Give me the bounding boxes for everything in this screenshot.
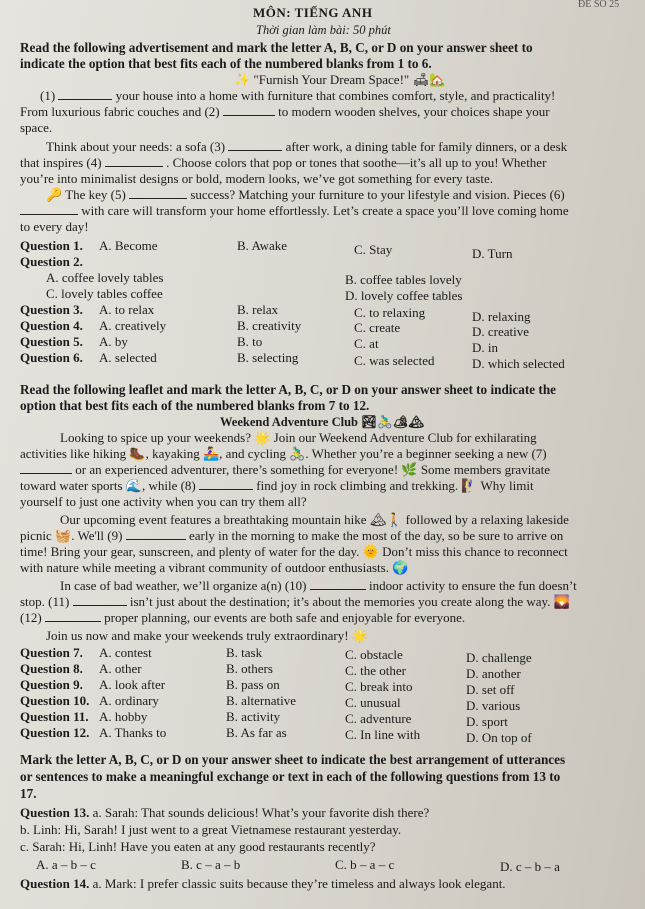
ad-line-6: you’re into minimalist designs or bold, modern looks, we’ve got something for every taste. <box>20 171 493 186</box>
blank-5 <box>129 187 187 199</box>
q8-option-b[interactable]: B. others <box>226 661 273 676</box>
q7-option-c[interactable]: C. obstacle <box>345 647 403 662</box>
ad-line-5 <box>20 155 546 171</box>
q13-line-c: c. Sarah: Hi, Linh! Have you eaten at any good restaurants recently? <box>20 839 376 854</box>
ad-text: From luxurious fabric couches and (2) <box>20 104 220 119</box>
q6-option-c[interactable]: C. was selected <box>354 353 435 368</box>
q5-option-d[interactable]: D. in <box>472 340 498 355</box>
q5-label: Question 5. <box>20 334 83 349</box>
leaflet-line-1: Looking to spice up your weekends? 🌟 Join our Weekend Adventure Club for exhilarating <box>60 430 537 445</box>
leaflet-line-2: activities like hiking 🥾, kayaking 🚣‍♀️, and cycling 🚴‍♂️. Whether you’re a beginner seeking a new (7) <box>20 446 547 461</box>
q4-option-d[interactable]: D. creative <box>472 324 530 339</box>
q12-option-a[interactable]: A. Thanks to <box>99 725 167 740</box>
blank-number: (1) <box>40 88 56 103</box>
q13-line-a <box>20 805 429 821</box>
q12-option-d[interactable]: D. On top of <box>466 730 532 745</box>
q9-option-c[interactable]: C. break into <box>345 679 413 694</box>
blank-9 <box>126 528 186 540</box>
q4-label: Question 4. <box>20 318 83 333</box>
ad-line-3: space. <box>20 120 53 135</box>
q14-label: Question 14. <box>20 876 90 891</box>
leaflet-line-4 <box>20 478 534 494</box>
blank-6 <box>20 203 78 215</box>
time-limit: Thời gian làm bài: 50 phút <box>256 23 391 37</box>
ad-text: that inspires (4) <box>20 155 102 170</box>
q2-label: Question 2. <box>20 254 83 269</box>
q5-option-b[interactable]: B. to <box>237 334 263 349</box>
ad-line-4 <box>46 139 567 155</box>
leaflet-text: early in the morning to make the most of the day, so be sure to arrive on <box>188 528 564 543</box>
leaflet-text: isn’t just about the destination; it’s about the memories you create along the way. 🌄 <box>129 594 570 609</box>
blank-10 <box>310 578 366 590</box>
leaflet-line-8: time! Bring your gear, sunscreen, and plenty of water for the day. 🌞 Don’t miss this chance to reconnect <box>20 544 568 559</box>
q11-option-c[interactable]: C. adventure <box>345 711 412 726</box>
leaflet-text: In case of bad weather, we’ll organize a(n) (10) <box>60 578 307 593</box>
q2-option-b[interactable]: B. coffee tables lovely <box>345 272 462 287</box>
utterance-a: a. Sarah: That sounds delicious! What’s your favorite dish there? <box>92 805 430 820</box>
blank-3 <box>228 139 282 151</box>
q12-option-c[interactable]: C. In line with <box>345 727 421 742</box>
leaflet-text: or an experienced adventurer, there’s something for everyone! 🌿 Some members gravitate <box>75 462 551 477</box>
q8-option-a[interactable]: A. other <box>99 661 142 676</box>
q11-option-b[interactable]: B. activity <box>226 709 281 724</box>
blank-1 <box>58 88 112 100</box>
leaflet-line-11 <box>20 594 570 610</box>
ad-text: . Choose colors that pop or tones that soothe—it’s all up to you! Whether <box>166 155 547 170</box>
q1-option-d[interactable]: D. Turn <box>472 246 513 261</box>
blank-12 <box>45 610 101 622</box>
leaflet-text: proper planning, our events are both safe and enjoyable for everyone. <box>104 610 466 625</box>
q5-option-a[interactable]: A. by <box>99 334 128 349</box>
q11-option-a[interactable]: A. hobby <box>99 709 148 724</box>
ad-line-1 <box>40 88 555 104</box>
leaflet-line-13: Join us now and make your weekends truly extraordinary! 🌟 <box>46 628 368 643</box>
q10-option-b[interactable]: B. alternative <box>226 693 297 708</box>
q10-label: Question 10. <box>20 693 90 708</box>
blank-number: (12) <box>20 610 42 625</box>
q10-option-a[interactable]: A. ordinary <box>99 693 159 708</box>
q9-label: Question 9. <box>20 677 83 692</box>
q4-option-b[interactable]: B. creativity <box>237 318 302 333</box>
q8-option-d[interactable]: D. another <box>466 666 521 681</box>
leaflet-title: Weekend Adventure Club 🏞🚴‍♂️🏕🏔 <box>220 415 425 429</box>
q7-option-a[interactable]: A. contest <box>99 645 152 660</box>
q9-option-d[interactable]: D. set off <box>466 682 515 697</box>
ad-text: with care will transform your home effortlessly. Let’s create a space you’ll love coming home <box>81 203 569 218</box>
leaflet-text: picnic 🧺. We'll (9) <box>20 528 123 543</box>
q13-line-b: b. Linh: Hi, Sarah! I just went to a great Vietnamese restaurant yesterday. <box>20 822 402 837</box>
q13-option-d[interactable]: D. c – b – a <box>500 859 560 874</box>
q1-label: Question 1. <box>20 238 83 253</box>
ad-line-7 <box>46 187 565 203</box>
q5-option-c[interactable]: C. at <box>354 336 379 351</box>
q3-option-d[interactable]: D. relaxing <box>472 309 531 324</box>
q3-option-c[interactable]: C. to relaxing <box>354 305 426 320</box>
subject-title: MÔN: TIẾNG ANH <box>253 5 373 20</box>
ad-title: ✨ "Furnish Your Dream Space!" 🛋🏡 <box>234 72 446 87</box>
blank-8 <box>199 478 253 490</box>
q10-option-c[interactable]: C. unusual <box>345 695 401 710</box>
q11-label: Question 11. <box>20 709 89 724</box>
blank-2 <box>223 104 275 116</box>
q2-option-d[interactable]: D. lovely coffee tables <box>345 288 463 303</box>
q13-option-c[interactable]: C. b – a – c <box>335 857 395 872</box>
leaflet-text: find joy in rock climbing and trekking. 🧗‍♀️ Why limit <box>256 478 534 493</box>
leaflet-text: toward water sports 🌊, while (8) <box>20 478 196 493</box>
leaflet-line-12 <box>20 610 465 626</box>
q2-option-a[interactable]: A. coffee lovely tables <box>46 270 164 285</box>
leaflet-line-7 <box>20 528 563 544</box>
leaflet-line-9: with nature while meeting a vibrant community of outdoor enthusiasts. 🌍 <box>20 560 409 575</box>
blank-11 <box>73 594 127 606</box>
header-corner: ĐỀ SỐ 25 <box>578 0 620 10</box>
q13-label: Question 13. <box>20 805 90 820</box>
section2-instruction-2: option that best fits each of the numbered blanks from 7 to 12. <box>20 398 370 413</box>
ad-text: to modern wooden shelves, your choices shape your <box>278 104 550 119</box>
utterance-a: a. Mark: I prefer classic suits because they’re timeless and always look elegant. <box>92 876 506 891</box>
q7-option-b[interactable]: B. task <box>226 645 263 660</box>
section3-instruction-2: or sentences to make a meaningful exchange or text in each of the following questions from 13 to <box>20 769 561 784</box>
q2-option-c[interactable]: C. lovely tables coffee <box>46 286 163 301</box>
blank-7 <box>20 462 72 474</box>
q6-option-b[interactable]: B. selecting <box>237 350 299 365</box>
section2-instruction: Read the following leaflet and mark the letter A, B, C, or D on your answer sheet to indicate the <box>20 382 557 397</box>
q6-option-a[interactable]: A. selected <box>99 350 157 365</box>
q3-option-a[interactable]: A. to relax <box>99 302 155 317</box>
q7-option-d[interactable]: D. challenge <box>466 650 532 665</box>
q12-label: Question 12. <box>20 725 90 740</box>
q1-option-a[interactable]: A. Become <box>99 238 158 253</box>
q9-option-b[interactable]: B. pass on <box>226 677 280 692</box>
blank-4 <box>105 155 163 167</box>
ad-line-9: to every day! <box>20 219 89 234</box>
ad-text: after work, a dining table for family dinners, or a desk <box>285 139 568 154</box>
ad-text: 🔑 The key (5) <box>46 187 126 202</box>
section1-instruction-2: indicate the option that best fits each of the numbered blanks from 1 to 6. <box>20 56 432 71</box>
q13-option-a[interactable]: A. a – b – c <box>36 857 96 872</box>
leaflet-text: stop. (11) <box>20 594 70 609</box>
ad-line-8 <box>20 203 569 219</box>
q10-option-d[interactable]: D. various <box>466 698 521 713</box>
section3-instruction: Mark the letter A, B, C, or D on your answer sheet to indicate the best arrangement of utterances <box>20 752 566 767</box>
q4-option-c[interactable]: C. create <box>354 320 401 335</box>
q12-option-b[interactable]: B. As far as <box>226 725 287 740</box>
q3-label: Question 3. <box>20 302 83 317</box>
leaflet-line-10 <box>60 578 577 594</box>
q8-label: Question 8. <box>20 661 83 676</box>
ad-text: success? Matching your furniture to your lifestyle and vision. Pieces (6) <box>190 187 565 202</box>
leaflet-line-3 <box>20 462 550 478</box>
leaflet-line-5: yourself to just one activity when you can try them all? <box>20 494 307 509</box>
section3-instruction-3: 17. <box>20 786 37 801</box>
ad-text: your house into a home with furniture that combines comfort, style, and practicality! <box>115 88 556 103</box>
q8-option-c[interactable]: C. the other <box>345 663 407 678</box>
q9-option-a[interactable]: A. look after <box>99 677 166 692</box>
section1-instruction: Read the following advertisement and mark the letter A, B, C, or D on your answer sheet to <box>20 40 533 55</box>
ad-text: Think about your needs: a sofa (3) <box>46 139 226 154</box>
ad-line-2 <box>20 104 550 120</box>
q11-option-d[interactable]: D. sport <box>466 714 508 729</box>
q13-option-b[interactable]: B. c – a – b <box>181 857 241 872</box>
q1-option-c[interactable]: C. Stay <box>354 242 393 257</box>
leaflet-text: indoor activity to ensure the fun doesn’t <box>368 578 577 593</box>
q7-label: Question 7. <box>20 645 83 660</box>
q4-option-a[interactable]: A. creatively <box>99 318 167 333</box>
q3-option-b[interactable]: B. relax <box>237 302 279 317</box>
leaflet-line-6: Our upcoming event features a breathtaking mountain hike 🏔🚶 followed by a relaxing lakeside <box>60 512 569 527</box>
q6-label: Question 6. <box>20 350 83 365</box>
q14-line-a <box>20 876 506 892</box>
q6-option-d[interactable]: D. which selected <box>472 356 565 371</box>
q1-option-b[interactable]: B. Awake <box>237 238 288 253</box>
